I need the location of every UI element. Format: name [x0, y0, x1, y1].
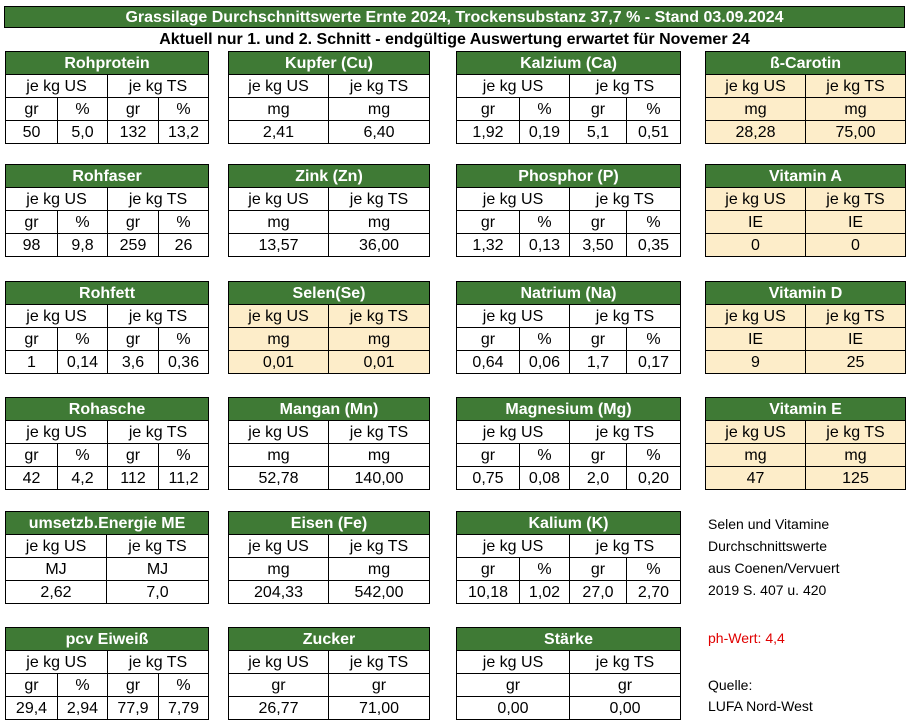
- unit-cell: mg: [706, 98, 806, 121]
- value-cell: 42: [6, 467, 58, 490]
- value-cell: 10,18: [457, 581, 520, 604]
- unit-cell: %: [58, 444, 108, 467]
- unit-cell: gr: [570, 674, 681, 697]
- block-title: Zucker: [229, 628, 430, 651]
- basis-us: je kg US: [706, 421, 806, 444]
- value-cell: 4,2: [58, 467, 108, 490]
- value-cell: 0,13: [520, 234, 570, 257]
- basis-us: je kg US: [6, 535, 107, 558]
- unit-cell: gr: [108, 444, 159, 467]
- unit-cell: mg: [329, 98, 430, 121]
- basis-ts: je kg TS: [806, 188, 906, 211]
- basis-ts: je kg TS: [329, 421, 430, 444]
- unit-cell: mg: [229, 558, 329, 581]
- unit-cell: mg: [329, 328, 430, 351]
- value-cell: 52,78: [229, 467, 329, 490]
- unit-cell: gr: [457, 444, 520, 467]
- unit-cell: gr: [108, 328, 159, 351]
- block-title: Selen(Se): [229, 282, 430, 305]
- unit-cell: %: [159, 211, 209, 234]
- unit-cell: gr: [570, 98, 627, 121]
- value-cell: 27,0: [570, 581, 627, 604]
- unit-cell: gr: [457, 98, 520, 121]
- basis-ts: je kg TS: [329, 75, 430, 98]
- value-cell: 11,2: [159, 467, 209, 490]
- page-subtitle: Aktuell nur 1. und 2. Schnitt - endgültige Auswertung erwartet für Novemer 24: [159, 31, 750, 48]
- block-title: Rohprotein: [6, 52, 209, 75]
- basis-us: je kg US: [229, 305, 329, 328]
- unit-cell: %: [520, 444, 570, 467]
- block-title: Kalzium (Ca): [457, 52, 681, 75]
- basis-ts: je kg TS: [570, 75, 681, 98]
- basis-us: je kg US: [706, 75, 806, 98]
- basis-us: je kg US: [706, 188, 806, 211]
- basis-us: je kg US: [229, 188, 329, 211]
- block-title: Kupfer (Cu): [229, 52, 430, 75]
- basis-us: je kg US: [6, 421, 108, 444]
- unit-cell: MJ: [107, 558, 209, 581]
- unit-cell: gr: [108, 674, 159, 697]
- value-cell: 0,19: [520, 121, 570, 144]
- unit-cell: gr: [457, 558, 520, 581]
- unit-cell: %: [520, 98, 570, 121]
- block-title: pcv Eiweiß: [6, 628, 209, 651]
- value-cell: 2,62: [6, 581, 107, 604]
- value-cell: 259: [108, 234, 159, 257]
- table-rohfaser: [5, 164, 209, 257]
- block-title: Vitamin D: [706, 282, 906, 305]
- unit-cell: %: [627, 444, 681, 467]
- basis-ts: je kg TS: [108, 75, 209, 98]
- unit-cell: IE: [806, 328, 906, 351]
- basis-us: je kg US: [6, 188, 108, 211]
- basis-us: je kg US: [457, 535, 570, 558]
- value-cell: 1,02: [520, 581, 570, 604]
- table-vitamin-a: [705, 164, 906, 257]
- value-cell: 0: [706, 234, 806, 257]
- block-title: Vitamin A: [706, 165, 906, 188]
- block-title: Rohfett: [6, 282, 209, 305]
- value-cell: 71,00: [329, 697, 430, 720]
- table-eiweiss: [5, 627, 209, 720]
- unit-cell: mg: [806, 98, 906, 121]
- note-line: Selen und Vitamine: [708, 516, 830, 532]
- value-cell: 2,70: [627, 581, 681, 604]
- value-cell: 0,06: [520, 351, 570, 374]
- value-cell: 0,51: [627, 121, 681, 144]
- unit-cell: mg: [806, 444, 906, 467]
- table-rohprotein: [5, 51, 209, 144]
- unit-cell: mg: [706, 444, 806, 467]
- basis-us: je kg US: [457, 421, 570, 444]
- unit-cell: mg: [229, 328, 329, 351]
- unit-cell: %: [627, 211, 681, 234]
- unit-cell: gr: [6, 98, 58, 121]
- block-title: Kalium (K): [457, 512, 681, 535]
- table-zink: [228, 164, 430, 257]
- block-title: Natrium (Na): [457, 282, 681, 305]
- unit-cell: mg: [229, 444, 329, 467]
- table-carotin: [705, 51, 906, 144]
- basis-us: je kg US: [457, 305, 570, 328]
- value-cell: 29,4: [6, 697, 58, 720]
- basis-ts: je kg TS: [329, 188, 430, 211]
- unit-cell: %: [627, 558, 681, 581]
- unit-cell: mg: [329, 211, 430, 234]
- table-selen: [228, 281, 430, 374]
- source-label: [708, 675, 898, 717]
- table-magnesium: [456, 397, 681, 490]
- value-cell: 0,08: [520, 467, 570, 490]
- basis-us: je kg US: [229, 651, 329, 674]
- unit-cell: gr: [457, 328, 520, 351]
- value-cell: 36,00: [329, 234, 430, 257]
- unit-cell: %: [159, 444, 209, 467]
- unit-cell: gr: [329, 674, 430, 697]
- unit-cell: gr: [570, 558, 627, 581]
- unit-cell: mg: [329, 444, 430, 467]
- value-cell: 542,00: [329, 581, 430, 604]
- table-phosphor: [456, 164, 681, 257]
- value-cell: 0,75: [457, 467, 520, 490]
- basis-ts: je kg TS: [570, 651, 681, 674]
- block-title: Eisen (Fe): [229, 512, 430, 535]
- unit-cell: gr: [6, 444, 58, 467]
- unit-cell: gr: [570, 328, 627, 351]
- unit-cell: gr: [6, 674, 58, 697]
- unit-cell: gr: [229, 674, 329, 697]
- value-cell: 6,40: [329, 121, 430, 144]
- unit-cell: IE: [706, 211, 806, 234]
- unit-cell: %: [58, 674, 108, 697]
- value-cell: 2,41: [229, 121, 329, 144]
- value-cell: 132: [108, 121, 159, 144]
- value-cell: 13,57: [229, 234, 329, 257]
- unit-cell: mg: [229, 211, 329, 234]
- value-cell: 0,14: [58, 351, 108, 374]
- table-vitamin-e: [705, 397, 906, 490]
- table-rohfett: [5, 281, 209, 374]
- basis-ts: je kg TS: [806, 421, 906, 444]
- basis-us: je kg US: [6, 651, 108, 674]
- table-energie: [5, 511, 209, 604]
- value-cell: 0,64: [457, 351, 520, 374]
- basis-ts: je kg TS: [806, 305, 906, 328]
- basis-ts: je kg TS: [570, 305, 681, 328]
- basis-us: je kg US: [229, 535, 329, 558]
- table-vitamin-d: [705, 281, 906, 374]
- value-cell: 77,9: [108, 697, 159, 720]
- note-line: aus Coenen/Vervuert: [708, 560, 840, 576]
- block-title: umsetzb.Energie ME: [6, 512, 209, 535]
- value-cell: 28,28: [706, 121, 806, 144]
- value-cell: 0,01: [329, 351, 430, 374]
- basis-ts: je kg TS: [806, 75, 906, 98]
- value-cell: 2,94: [58, 697, 108, 720]
- value-cell: 50: [6, 121, 58, 144]
- value-cell: 26: [159, 234, 209, 257]
- basis-ts: je kg TS: [108, 188, 209, 211]
- value-cell: 1,7: [570, 351, 627, 374]
- value-cell: 1,92: [457, 121, 520, 144]
- value-cell: 112: [108, 467, 159, 490]
- value-cell: 125: [806, 467, 906, 490]
- value-cell: 204,33: [229, 581, 329, 604]
- value-cell: 2,0: [570, 467, 627, 490]
- unit-cell: gr: [6, 328, 58, 351]
- basis-ts: je kg TS: [329, 305, 430, 328]
- unit-cell: %: [58, 328, 108, 351]
- table-natrium: [456, 281, 681, 374]
- value-cell: 75,00: [806, 121, 906, 144]
- value-cell: 0,01: [229, 351, 329, 374]
- block-title: Mangan (Mn): [229, 398, 430, 421]
- basis-us: je kg US: [229, 421, 329, 444]
- value-cell: 26,77: [229, 697, 329, 720]
- value-cell: 25: [806, 351, 906, 374]
- table-kupfer: [228, 51, 430, 144]
- value-cell: 140,00: [329, 467, 430, 490]
- unit-cell: %: [520, 328, 570, 351]
- basis-ts: je kg TS: [329, 651, 430, 674]
- unit-cell: %: [58, 211, 108, 234]
- unit-cell: gr: [457, 211, 520, 234]
- basis-ts: je kg TS: [570, 421, 681, 444]
- unit-cell: %: [627, 98, 681, 121]
- basis-us: je kg US: [706, 305, 806, 328]
- unit-cell: gr: [108, 98, 159, 121]
- value-cell: 7,79: [159, 697, 209, 720]
- value-cell: 1: [6, 351, 58, 374]
- value-cell: 9: [706, 351, 806, 374]
- unit-cell: %: [627, 328, 681, 351]
- ph-value: ph-Wert: 4,4: [708, 630, 785, 646]
- value-cell: 9,8: [58, 234, 108, 257]
- value-cell: 47: [706, 467, 806, 490]
- value-cell: 3,50: [570, 234, 627, 257]
- value-cell: 0,00: [570, 697, 681, 720]
- unit-cell: mg: [329, 558, 430, 581]
- basis-ts: je kg TS: [108, 305, 209, 328]
- value-cell: 0,36: [159, 351, 209, 374]
- note-line: Durchschnittswerte: [708, 538, 828, 554]
- page-title: Grassilage Durchschnittswerte Ernte 2024, Trockensubstanz 37,7 % - Stand 03.09.2024: [4, 6, 905, 28]
- table-kalzium: [456, 51, 681, 144]
- value-cell: 5,1: [570, 121, 627, 144]
- value-cell: 5,0: [58, 121, 108, 144]
- value-cell: 0,00: [457, 697, 570, 720]
- source-line: LUFA Nord-West: [708, 698, 813, 714]
- unit-cell: IE: [806, 211, 906, 234]
- source-note: [708, 513, 898, 601]
- basis-ts: je kg TS: [570, 535, 681, 558]
- unit-cell: gr: [570, 444, 627, 467]
- basis-ts: je kg TS: [570, 188, 681, 211]
- unit-cell: gr: [108, 211, 159, 234]
- unit-cell: %: [159, 98, 209, 121]
- basis-us: je kg US: [6, 305, 108, 328]
- basis-us: je kg US: [6, 75, 108, 98]
- value-cell: 7,0: [107, 581, 209, 604]
- unit-cell: gr: [457, 674, 570, 697]
- unit-cell: %: [159, 674, 209, 697]
- value-cell: 0,20: [627, 467, 681, 490]
- table-zucker: [228, 627, 430, 720]
- unit-cell: IE: [706, 328, 806, 351]
- value-cell: 13,2: [159, 121, 209, 144]
- value-cell: 0,17: [627, 351, 681, 374]
- unit-cell: %: [159, 328, 209, 351]
- basis-us: je kg US: [457, 188, 570, 211]
- basis-ts: je kg TS: [107, 535, 209, 558]
- basis-us: je kg US: [457, 651, 570, 674]
- table-eisen: [228, 511, 430, 604]
- block-title: Magnesium (Mg): [457, 398, 681, 421]
- unit-cell: gr: [570, 211, 627, 234]
- value-cell: 0,35: [627, 234, 681, 257]
- block-title: Vitamin E: [706, 398, 906, 421]
- block-title: Zink (Zn): [229, 165, 430, 188]
- block-title: Stärke: [457, 628, 681, 651]
- block-title: Rohfaser: [6, 165, 209, 188]
- unit-cell: %: [520, 558, 570, 581]
- basis-ts: je kg TS: [108, 421, 209, 444]
- basis-us: je kg US: [229, 75, 329, 98]
- unit-cell: gr: [6, 211, 58, 234]
- unit-cell: MJ: [6, 558, 107, 581]
- block-title: Rohasche: [6, 398, 209, 421]
- table-kalium: [456, 511, 681, 604]
- basis-us: je kg US: [457, 75, 570, 98]
- block-title: Phosphor (P): [457, 165, 681, 188]
- unit-cell: %: [520, 211, 570, 234]
- value-cell: 0: [806, 234, 906, 257]
- value-cell: 98: [6, 234, 58, 257]
- table-rohasche: [5, 397, 209, 490]
- block-title: ß-Carotin: [706, 52, 906, 75]
- source-line: Quelle:: [708, 677, 753, 693]
- basis-ts: je kg TS: [108, 651, 209, 674]
- note-line: 2019 S. 407 u. 420: [708, 582, 827, 598]
- basis-ts: je kg TS: [329, 535, 430, 558]
- unit-cell: mg: [229, 98, 329, 121]
- table-staerke: [456, 627, 681, 720]
- table-mangan: [228, 397, 430, 490]
- value-cell: 3,6: [108, 351, 159, 374]
- value-cell: 1,32: [457, 234, 520, 257]
- unit-cell: %: [58, 98, 108, 121]
